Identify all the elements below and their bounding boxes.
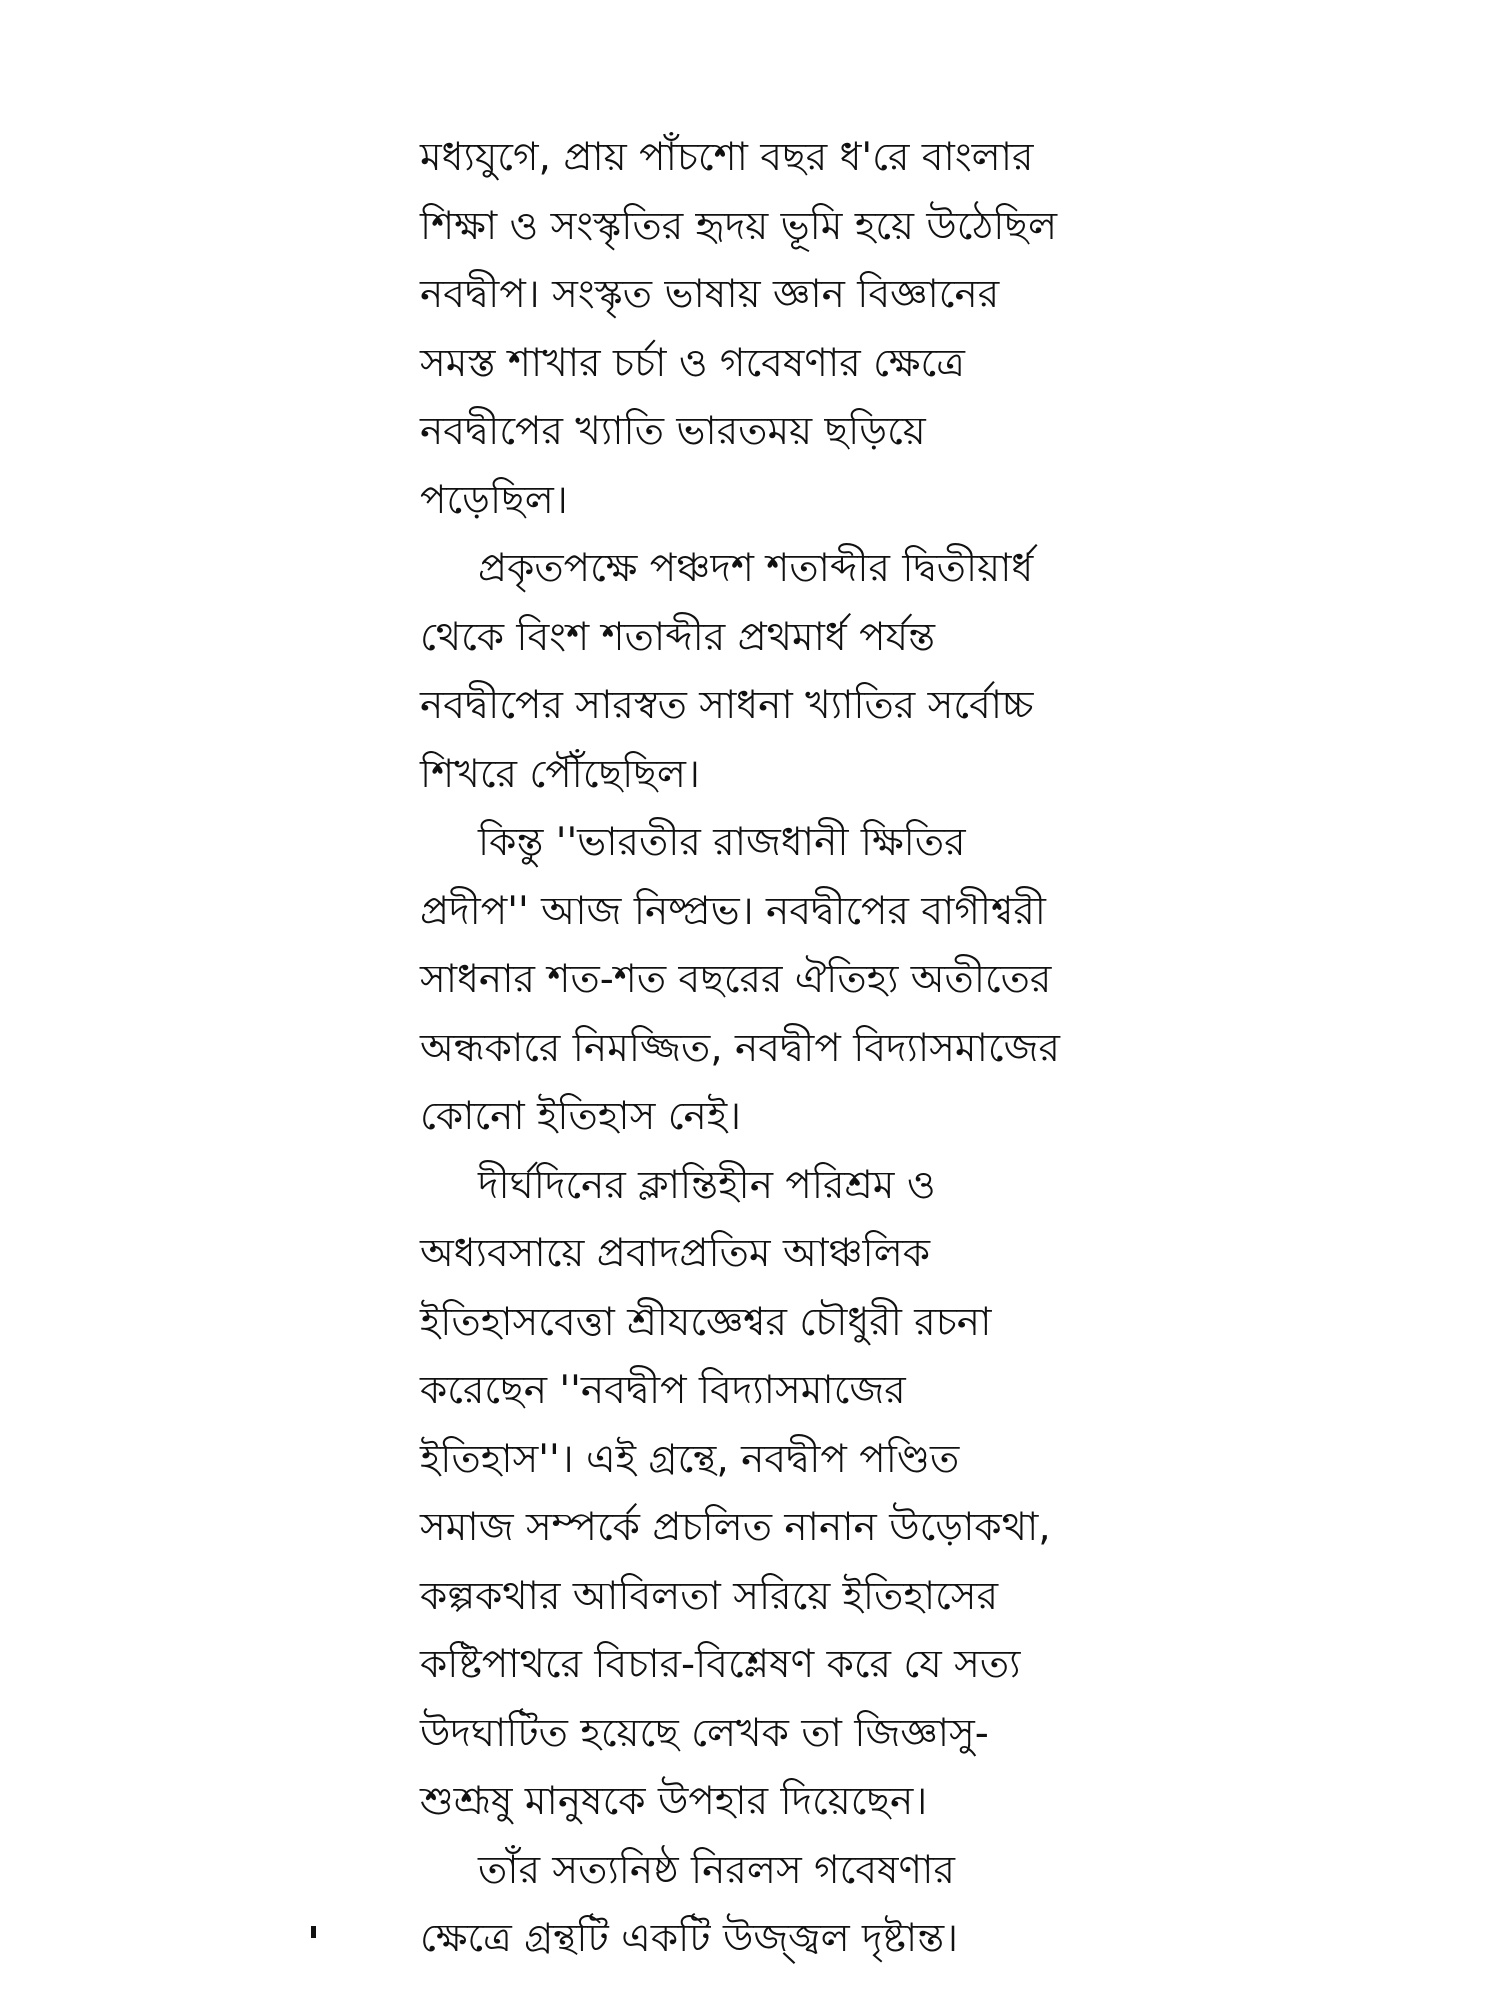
paragraph-1: মধ্যযুগে, প্রায় পাঁচশো বছর ধ'রে বাংলার শিক্ষা ও সংস্কৃতির হৃদয় ভূমি হয়ে উঠেছিল নবদ্বীপ। সংস্কৃত ভাষায় জ্ঞান বিজ্ঞানের সমস্ত শাখার চর্চা ও গবেষণার ক্ষেত্রে নবদ্বীপের খ্যাতি ভারতময় ছড়িয়ে পড়েছিল। <box>420 135 1058 523</box>
text-column <box>420 124 1110 1974</box>
paragraph-4: দীর্ঘদিনের ক্লান্তিহীন পরিশ্রম ও অধ্যবসায়ে প্রবাদপ্রতিম আঞ্চলিক ইতিহাসবেত্তা শ্রীযজ্ঞেশ্বর চৌধুরী রচনা করেছেন ''নবদ্বীপ বিদ্যাসমাজের ইতিহাস''। এই গ্রন্থে, নবদ্বীপ পণ্ডিত সমাজ সম্পর্কে প্রচলিত নানান উড়োকথা, কল্পকথার আবিলতা সরিয়ে ইতিহাসের কষ্টিপাথরে বিচার-বিশ্লেষণ করে যে সত্য উদঘাটিত হয়েছে লেখক তা জিজ্ঞাসু- শুশ্রূষু মানুষকে উপহার দিয়েছেন। <box>420 1162 1051 1824</box>
ink-mark <box>311 1926 316 1938</box>
paragraph-2: প্রকৃতপক্ষে পঞ্চদশ শতাব্দীর দ্বিতীয়ার্ধ থেকে বিংশ শতাব্দীর প্রথমার্ধ পর্যন্ত নবদ্বীপের সারস্বত সাধনা খ্যাতির সর্বোচ্চ শিখরে পৌঁছেছিল। <box>420 546 1034 797</box>
paragraph-5: তাঁর সত্যনিষ্ঠ নিরলস গবেষণার ক্ষেত্রে গ্রন্থটি একটি উজ্জ্বল দৃষ্টান্ত। <box>420 1847 959 1961</box>
paragraph-3: কিন্তু ''ভারতীর রাজধানী ক্ষিতির প্রদীপ'' আজ নিষ্প্রভ। নবদ্বীপের বাগীশ্বরী সাধনার শত-শত বছরের ঐতিহ্য অতীতের অন্ধকারে নিমজ্জিত, নবদ্বীপ বিদ্যাসমাজের কোনো ইতিহাস নেই। <box>420 820 1060 1139</box>
